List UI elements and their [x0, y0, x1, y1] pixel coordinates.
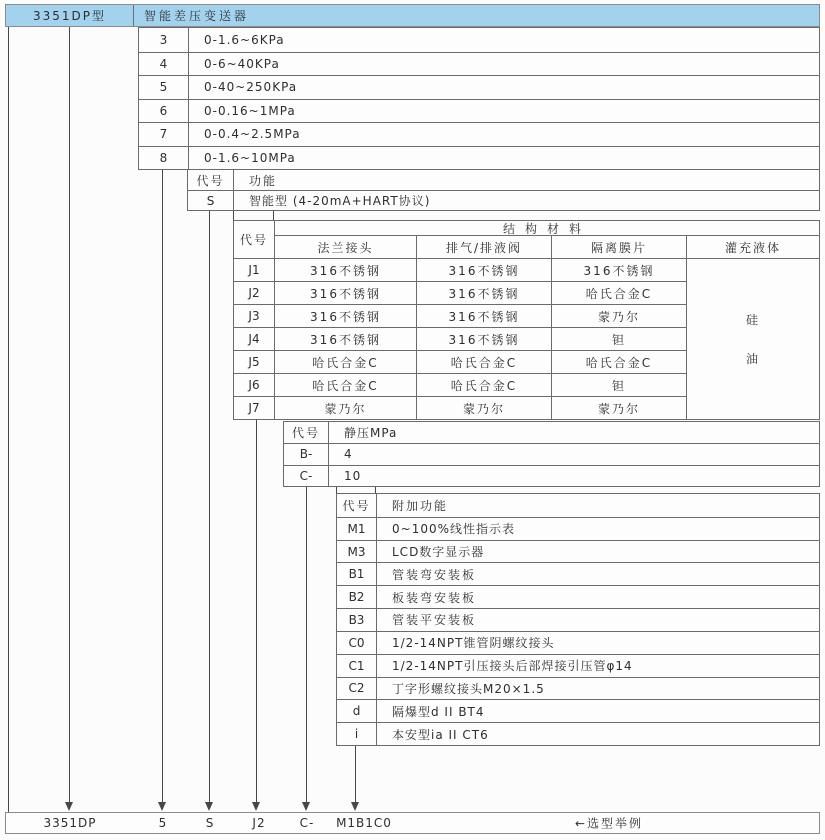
vent-material: 316不锈钢	[416, 258, 551, 281]
material-code: J6	[234, 373, 274, 396]
addon-value: 丁字形螺纹接头M20×1.5	[376, 677, 819, 700]
material-code: J4	[234, 327, 274, 350]
pressure-code: C-	[284, 465, 328, 487]
vent-material: 316不锈钢	[416, 281, 551, 304]
range-value: 0-0.4~2.5MPa	[188, 122, 819, 146]
static-pressure-header: 静压MPa	[328, 422, 819, 443]
arrow-down-icon	[351, 802, 359, 811]
diaphragm-material: 蒙乃尔	[551, 396, 686, 419]
flange-material: 蒙乃尔	[274, 396, 416, 419]
range-code: 3	[159, 32, 168, 47]
addon-value: 1/2-14NPT锥管阴螺纹接头	[376, 631, 819, 654]
connector-line	[375, 487, 376, 493]
flange-material: 316不锈钢	[274, 281, 416, 304]
addon-value: 1/2-14NPT引压接头后部焊接引压管φ14	[376, 654, 819, 677]
diaphragm-material: 钽	[551, 373, 686, 396]
diaphragm-material: 蒙乃尔	[551, 304, 686, 327]
addon-value: 板装弯安装板	[376, 585, 819, 608]
addon-code: M1	[337, 517, 376, 540]
fill-liquid-column-header: 灌充液体	[686, 235, 819, 258]
left-frame-line	[8, 27, 9, 812]
example-addon-codes: M1B1C0	[336, 816, 392, 830]
range-table	[138, 27, 820, 170]
range-value: 0-6~40KPa	[188, 52, 819, 76]
example-caption: ←选型举例	[574, 816, 644, 831]
addon-value: 隔爆型d II BT4	[376, 699, 819, 722]
material-code: J3	[234, 304, 274, 327]
vent-column-header: 排气/排液阀	[416, 235, 551, 258]
flange-material: 316不锈钢	[274, 304, 416, 327]
addon-value: 管装弯安装板	[376, 562, 819, 585]
example-range-code: 5	[158, 816, 168, 830]
vent-material: 316不锈钢	[416, 304, 551, 327]
flange-material: 316不锈钢	[274, 258, 416, 281]
addon-code: C1	[337, 654, 376, 677]
arrow-down-icon	[205, 802, 213, 811]
code-column-header: 代号	[342, 498, 371, 513]
function-table	[187, 169, 820, 211]
flange-column-header: 法兰接头	[274, 235, 416, 258]
addon-column-header: 附加功能	[376, 494, 819, 517]
diaphragm-material: 哈氏合金C	[551, 281, 686, 304]
connector-line	[336, 487, 337, 493]
addon-value: 本安型ia II CT6	[376, 722, 819, 745]
code-column-header: 代号	[196, 173, 225, 188]
material-descender-line	[256, 420, 257, 803]
addon-code: C2	[337, 677, 376, 700]
fill-liquid-cell	[686, 258, 819, 419]
material-code: J2	[234, 281, 274, 304]
addon-code: C0	[337, 631, 376, 654]
connector-line	[273, 211, 274, 220]
addon-code: B3	[337, 608, 376, 631]
addon-descender-line	[355, 746, 356, 803]
addon-code: B1	[337, 562, 376, 585]
arrow-down-icon	[158, 802, 166, 811]
flange-material: 哈氏合金C	[274, 373, 416, 396]
header-bar	[5, 4, 820, 27]
fill-liquid-char: 硅	[745, 313, 760, 327]
example-pressure-code: C-	[299, 816, 315, 830]
diaphragm-column-header: 隔离膜片	[551, 235, 686, 258]
addon-value: LCD数字显示器	[376, 540, 819, 563]
arrow-down-icon	[65, 802, 73, 811]
range-code: 6	[139, 99, 188, 123]
connector-line	[233, 211, 234, 220]
code-column-header: 代号	[239, 233, 268, 247]
static-pressure-table	[283, 421, 820, 487]
fill-liquid-char: 油	[745, 352, 760, 366]
addon-value: 管装平安装板	[376, 608, 819, 631]
arrow-down-icon	[302, 802, 310, 811]
pressure-value: 10	[328, 465, 819, 487]
code-column-header: 代号	[291, 426, 320, 440]
range-code: 8	[139, 146, 188, 170]
model-descender-line	[69, 27, 70, 803]
range-code: 5	[139, 75, 188, 99]
range-value: 0-0.16~1MPa	[188, 99, 819, 123]
function-column-header: 功能	[233, 170, 819, 190]
vent-material: 蒙乃尔	[416, 396, 551, 419]
addon-code: d	[337, 699, 376, 722]
materials-table	[233, 220, 820, 420]
pressure-descender-line	[306, 487, 307, 803]
example-material-code: J2	[252, 816, 266, 830]
function-value: 智能型 (4-20mA+HART协议)	[233, 190, 819, 210]
arrow-down-icon	[252, 802, 260, 811]
material-code: J1	[234, 258, 274, 281]
material-code: J5	[234, 350, 274, 373]
range-code: 7	[139, 122, 188, 146]
function-code: S	[188, 190, 233, 210]
range-code: 4	[139, 52, 188, 76]
range-value: 0-1.6~10MPa	[188, 146, 819, 170]
flange-material: 哈氏合金C	[274, 350, 416, 373]
addon-code: M3	[337, 540, 376, 563]
range-value: 0-1.6~6KPa	[188, 28, 819, 52]
vent-material: 316不锈钢	[416, 327, 551, 350]
function-descender-line	[209, 211, 210, 803]
materials-group-header: 结构材料	[274, 221, 819, 235]
pressure-value: 4	[328, 443, 819, 465]
vent-material: 哈氏合金C	[416, 373, 551, 396]
addon-table	[336, 493, 820, 746]
addon-code: i	[337, 722, 376, 745]
example-model: 3351DP	[43, 816, 97, 830]
material-code: J7	[234, 396, 274, 419]
diaphragm-material: 哈氏合金C	[551, 350, 686, 373]
example-function-code: S	[205, 816, 215, 830]
model-name: 3351DP型	[6, 5, 134, 26]
vent-material: 哈氏合金C	[416, 350, 551, 373]
example-bar	[5, 812, 820, 834]
product-name: 智能差压变送器	[144, 9, 250, 23]
diaphragm-material: 钽	[551, 327, 686, 350]
range-descender-line	[162, 170, 163, 803]
flange-material: 316不锈钢	[274, 327, 416, 350]
range-value: 0-40~250KPa	[188, 75, 819, 99]
diaphragm-material: 316不锈钢	[551, 258, 686, 281]
pressure-code: B-	[284, 443, 328, 465]
addon-code: B2	[337, 585, 376, 608]
addon-value: 0~100%线性指示表	[376, 517, 819, 540]
